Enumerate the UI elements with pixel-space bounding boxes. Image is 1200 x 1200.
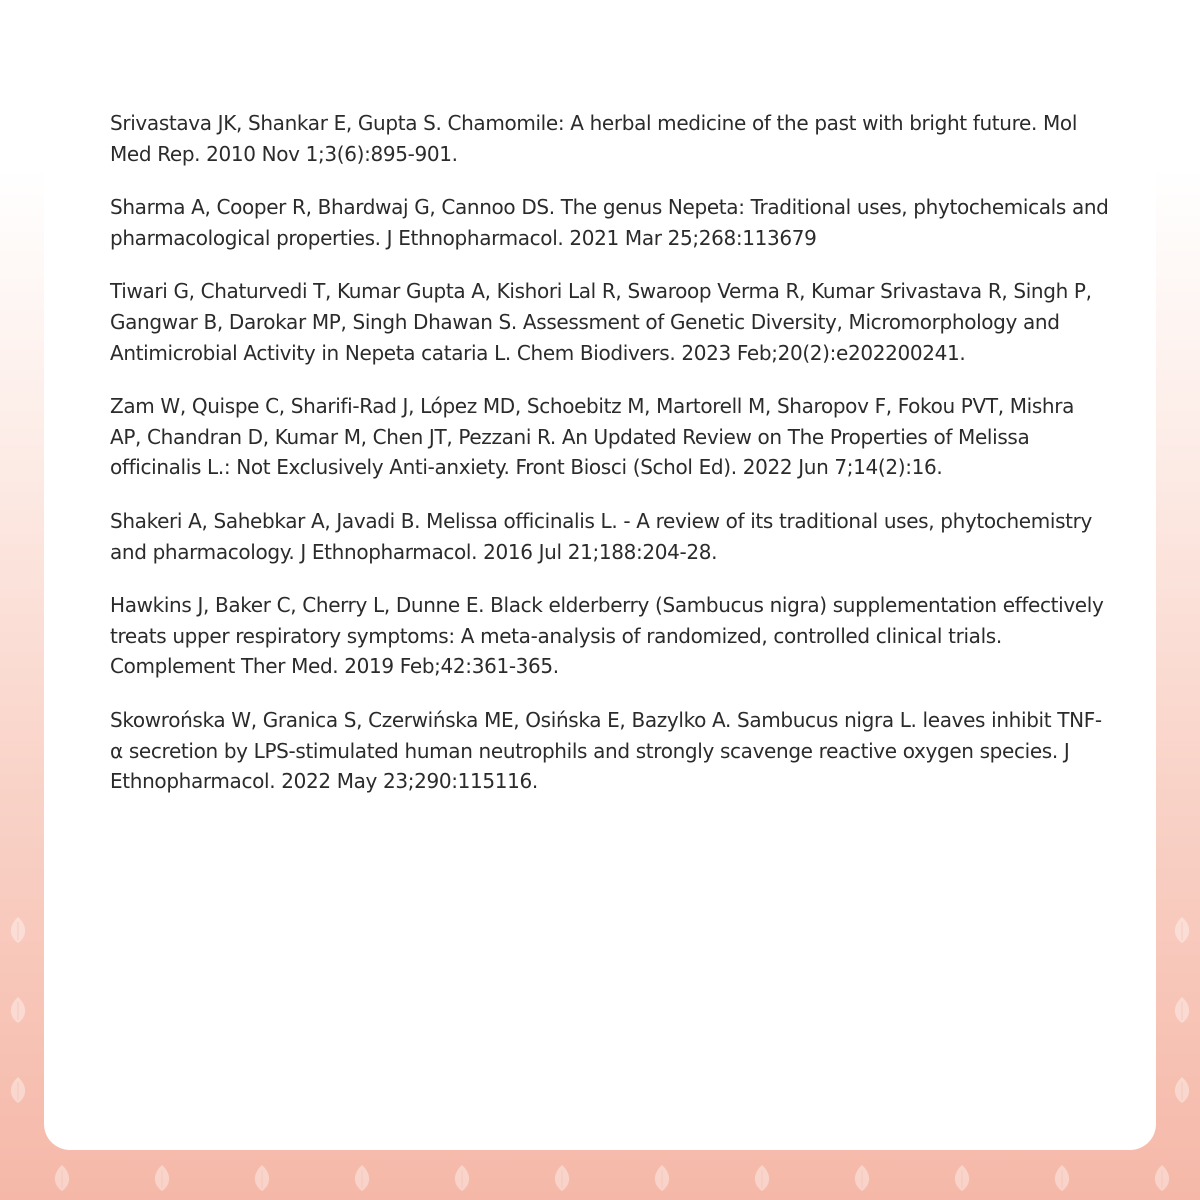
reference-item: Sharma A, Cooper R, Bhardwaj G, Cannoo DS. The genus Nepeta: Traditional uses, phytochemicals and pharmacological properties. J Ethnopharmacol. 2021 Mar 25;268:113679 — [110, 195, 1109, 250]
reference-list — [110, 108, 1110, 820]
references-card — [44, 0, 1156, 1150]
reference-item: Srivastava JK, Shankar E, Gupta S. Chamomile: A herbal medicine of the past with bright future. Mol Med Rep. 2010 Nov 1;3(6):895-901. — [110, 111, 1078, 166]
reference-item: Hawkins J, Baker C, Cherry L, Dunne E. Black elderberry (Sambucus nigra) supplementation effectively treats upper respiratory symptoms: A meta-analysis of randomized, controlled clinical trials. Complement Ther Med. 2019 Feb;42:361-365. — [110, 593, 1104, 679]
reference-item: Tiwari G, Chaturvedi T, Kumar Gupta A, Kishori Lal R, Swaroop Verma R, Kumar Srivastava R, Singh P, Gangwar B, Darokar MP, Singh Dhawan S. Assessment of Genetic Diversity, Micromorphology and Antimicrobial Activity in Nepeta cataria L. Chem Biodivers. 2023 Feb;20(2):e202200241. — [110, 279, 1092, 365]
reference-item: Zam W, Quispe C, Sharifi-Rad J, López MD, Schoebitz M, Martorell M, Sharopov F, Fokou PVT, Mishra AP, Chandran D, Kumar M, Chen JT, Pezzani R. An Updated Review on The Properties of Melissa officinalis L.: Not Exclusively Anti-anxiety. Front Biosci (Schol Ed). 2022 Jun 7;14(2):16. — [110, 394, 1075, 480]
reference-item: Shakeri A, Sahebkar A, Javadi B. Melissa officinalis L. - A review of its traditional uses, phytochemistry and pharmacology. J Ethnopharmacol. 2016 Jul 21;188:204-28. — [110, 508, 1092, 564]
reference-item: Skowrońska W, Granica S, Czerwińska ME, Osińska E, Bazylko A. Sambucus nigra L. leaves inhibit TNF-α secretion by LPS-stimulated human neutrophils and strongly scavenge reactive oxygen species. J Ethnopharmacol. 2022 May 23;290:115116. — [110, 707, 1102, 794]
